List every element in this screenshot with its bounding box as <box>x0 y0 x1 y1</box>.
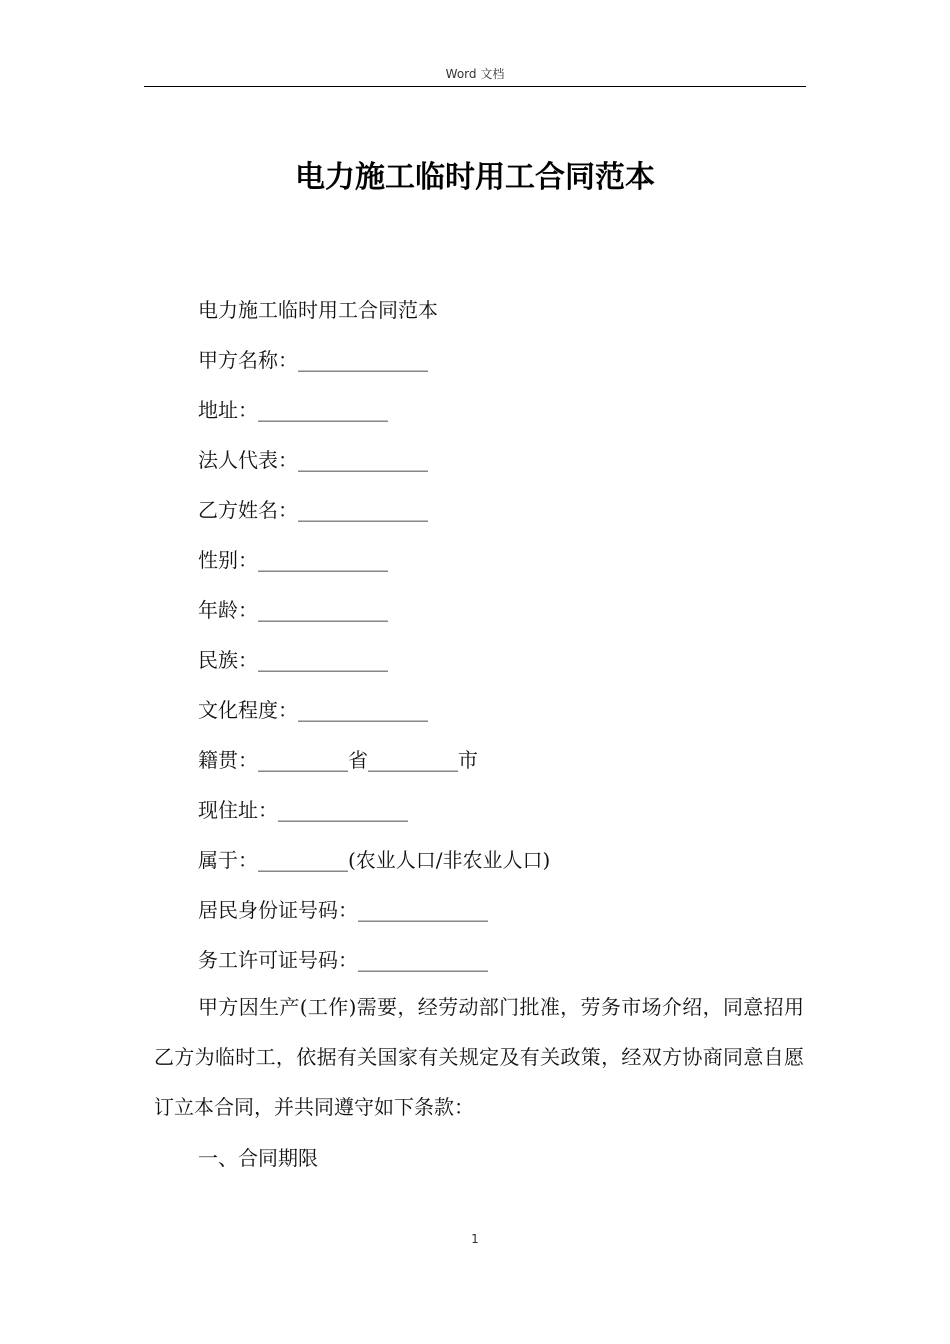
field-legal-representative: 法人代表：_____________ <box>198 448 428 472</box>
page-number: 1 <box>471 1232 479 1246</box>
field-ethnicity: 民族：_____________ <box>198 648 388 672</box>
field-household-type: 属于：_________(农业人口/非农业人口) <box>198 848 551 872</box>
subtitle-line: 电力施工临时用工合同范本 <box>198 298 438 322</box>
field-address: 地址：_____________ <box>198 398 388 422</box>
field-current-address: 现住址：_____________ <box>198 798 408 822</box>
field-work-permit-number: 务工许可证号码：_____________ <box>198 948 488 972</box>
document-title: 电力施工临时用工合同范本 <box>295 160 655 195</box>
field-age: 年龄：_____________ <box>198 598 388 622</box>
header-rule <box>144 86 806 87</box>
section-heading: 一、合同期限 <box>198 1146 318 1170</box>
field-party-b-name: 乙方姓名：_____________ <box>198 498 428 522</box>
field-id-number: 居民身份证号码：_____________ <box>198 898 488 922</box>
field-native-place: 籍贯：_________省_________市 <box>198 748 478 772</box>
field-party-a-name: 甲方名称：_____________ <box>198 348 428 372</box>
page-header: Word 文档 <box>445 67 505 81</box>
field-education: 文化程度：_____________ <box>198 698 428 722</box>
field-gender: 性别：_____________ <box>198 548 388 572</box>
intro-paragraph: 甲方因生产(工作)需要，经劳动部门批准，劳务市场介绍，同意招用乙方为临时工，依据有关国家有关规定及有关政策，经双方协商同意自愿订立本合同，并共同遵守如下条款： <box>154 995 804 1119</box>
